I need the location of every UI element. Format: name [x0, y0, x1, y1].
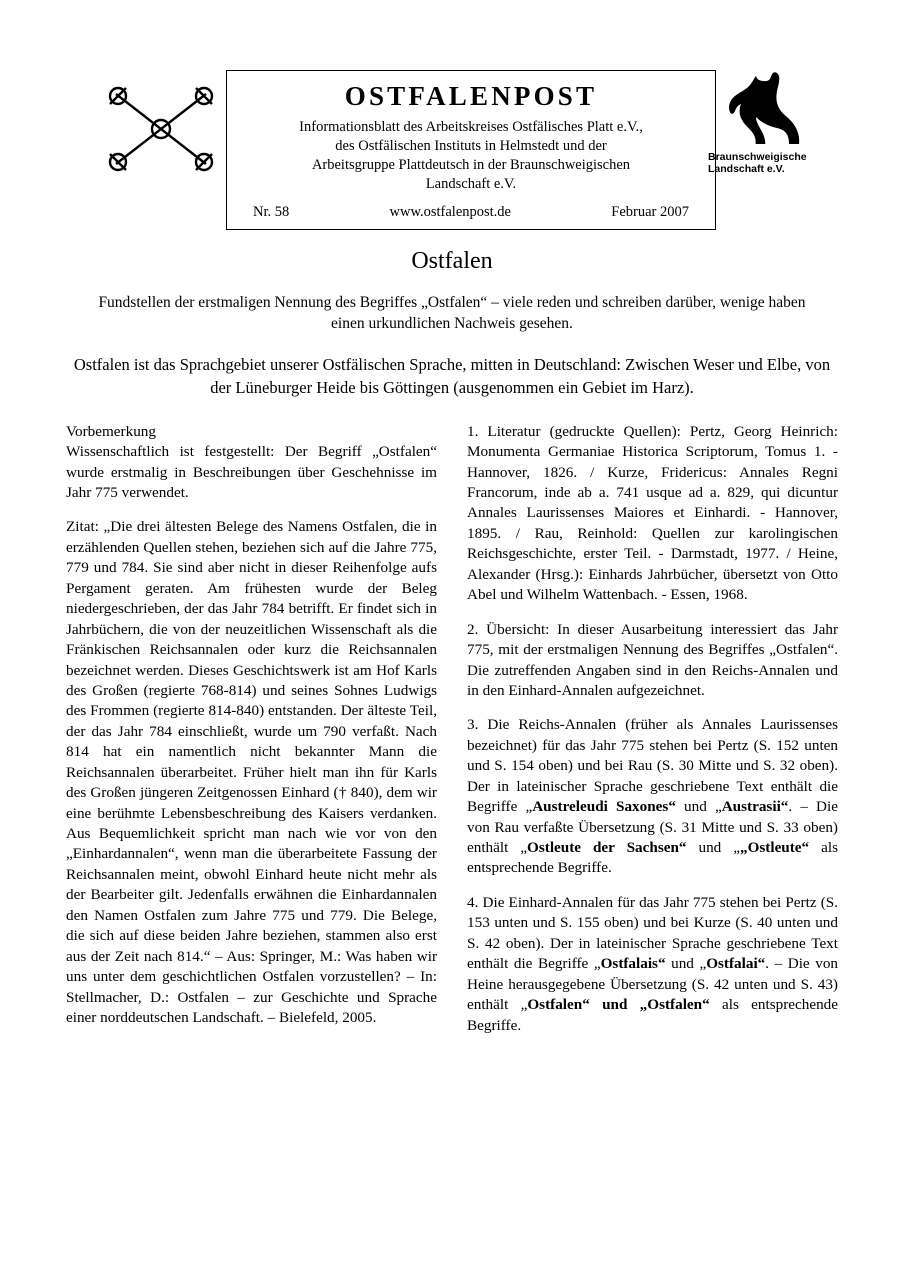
term-austrasii: Austrasii“ — [721, 798, 789, 816]
logo-caption-line-1: Braunschweigische — [708, 151, 807, 163]
paper-title: OSTFALENPOST — [344, 81, 598, 111]
vorbemerkung-text: Wissenschaftlich ist festgestellt: Der Begriff „Ostfalen“ wurde erstmalig in Beschreibungen über Geschehnisse im Jahr 775 verwendet. — [66, 443, 437, 501]
reichs-annalen-paragraph — [467, 715, 838, 879]
literatur-paragraph: 1. Literatur (gedruckte Quellen): Pertz, Georg Heinrich: Monumenta Germaniae Historica Scriptorum, Tomus 1. - Hannover, 1826. / Kurze, Fridericus: Annales Regni Francorum, inde ab a. 741 usque ad a. 829, qui dicuntur Annales Laurissenses Maiores et Einhardi. - Hannover, 1895. / Rau, Reinhold: Quellen zur karolingischen Reichsgeschichte, erster Teil. - Darmstadt, 1977. / Heine, Alexander (Hrsg.): Einhards Jahrbücher, übersetzt von Otto Abel und Wilhelm Wattenbach. - Essen, 1968. — [467, 422, 838, 604]
term-ostleute-der-sachsen: Ostleute der Sachsen“ — [527, 839, 687, 856]
masthead-subtitle-line-2: des Ostfälischen Instituts in Helmstedt und der — [335, 138, 607, 155]
term-austreleudi-saxones: Austreleudi Saxones“ — [532, 798, 676, 816]
zitat-paragraph: Zitat: „Die drei ältesten Belege des Namens Ostfalen, die in erzählenden Quellen stehen, beziehen sich auf die Jahre 775, 779 und 784. Sie sind aber nicht in dieser Reihenfolge aufs Pergament geraten. Am frühesten wurde der Beleg niedergeschrieben, der das Jahr 784 betrifft. Er findet sich in Jahrbüchern, die von der neuzeitlichen Wissenschaft als die Fränkischen Reichsannalen oder kurz die Reichsannalen bezeichnet werden. Dieses Geschichtswerk ist am Hof Karls des Großen (regierte 768-814) und seines Sohnes Ludwigs des Frommen (regierte 814-840) entstanden. Der älteste Teil, der das Jahr 784 einschließt, wurde um 790 verfaßt. Nach 814 hat ein namentlich nicht bekannter Mann die Reichsannalen überarbeitet. Früher hielt man ihn für Karls des Großen jüngeren Zeitgenossen Einhard († 840), dem wir eine berühmte Lebensbeschreibung des Kaisers verdanken. Aus Bequemlichkeit spricht man nach wie vor von den „Einhardannalen“, wenn man die überarbeitete Fassung der Reichsannalen meint, obwohl Einhard heute nicht mehr als der Bearbeiter gilt. Jedenfalls erwähnen die Einhardannalen den Namen Ostfalen zum Jahre 775 und 779. Die Belege, die sich auf diese beiden Jahre beziehen, stammen also erst aus der Zeit nach 814.“ – Aus: Springer, M.: Was haben wir uns unter dem geschichtlichen Ostfalen vorzustellen? – In: Stellmacher, D.: Ostfalen – zur Geschichte und Sprache einer norddeutschen Landschaft. – Bielefeld, 2005. — [66, 518, 437, 1026]
term-ostfalai: Ostfalai“ — [706, 955, 766, 973]
vorbemerkung-heading: Vorbemerkung — [66, 422, 156, 440]
reichs-annalen-text-f: als entsprechende Begriffe. — [467, 839, 838, 877]
masthead-subtitle-line-4: Landschaft e.V. — [425, 176, 517, 193]
einhard-text-d: . – Die von Heine herausgegebene Übersetzung (S. 42 unten und S. 43) enthält „ — [467, 955, 839, 1014]
reichs-annalen-text-d: . – Die von Rau verfaßte Übersetzung (S. 31 Mitte und S. 33 oben) enthält „ — [467, 798, 838, 856]
term-ostfalen: Ostfalen“ und „Ostfalen“ — [527, 996, 710, 1014]
einhard-text-c: und „ — [665, 955, 707, 973]
body-columns — [66, 422, 838, 1050]
issue-date: Februar 2007 — [611, 203, 689, 220]
issue-number: Nr. 58 — [253, 203, 290, 220]
masthead-box — [226, 70, 716, 230]
masthead-subtitle-line-1: Informationsblatt des Arbeitskreises Ostfälisches Platt e.V., — [299, 119, 643, 136]
page-title: Ostfalen — [411, 248, 493, 274]
einhard-text-a: 4. Die Einhard-Annalen für das Jahr 775 stehen bei Pertz (S. 153 unten und S. 155 oben) und bei Kurze (S. 40 unten und S. 42 oben). Der in lateinischer Sprache geschriebene Text enthält die Begriffe „ — [467, 893, 838, 973]
logo-caption-line-2: Landschaft e.V. — [708, 163, 785, 176]
right-column — [467, 422, 838, 1050]
reichs-annalen-text-a: 3. Die Reichs-Annalen (früher als Annales Laurissenses bezeichnet) für das Jahr 775 stehen bei Pertz (S. 152 unten und S. 154 oben) und bei Rau (S. 30 Mitte und S. 32 oben). Der in lateinischer Sprache geschriebene Text enthält die Begriffe „ — [467, 716, 838, 816]
reichs-annalen-text-c: und „ — [675, 798, 722, 816]
horse-icon — [726, 72, 821, 144]
crossed-bones-emblem — [102, 84, 220, 174]
website-url[interactable]: www.ostfalenpost.de — [389, 203, 511, 220]
einhard-annalen-paragraph — [467, 893, 838, 1036]
term-ostfalais: Ostfalais“ — [600, 955, 666, 973]
lead-paragraph: Fundstellen der erstmaligen Nennung des Begriffes „Ostfalen“ – viele reden und schreiben darüber, wenige haben einen urkundlichen Nachweis gesehen. — [98, 294, 806, 332]
left-column — [66, 422, 437, 1043]
einhard-text-e: als entsprechende Begriffe. — [467, 996, 839, 1034]
masthead — [66, 62, 838, 242]
reichs-annalen-text-e: und „ — [686, 839, 740, 856]
braunschweigische-landschaft-horse-logo — [708, 72, 838, 175]
masthead-subtitle-line-3: Arbeitsgruppe Plattdeutsch in der Braunschweigischen — [311, 157, 631, 174]
term-ostleute: „Ostleute“ — [739, 839, 810, 856]
uebersicht-paragraph: 2. Übersicht: In dieser Ausarbeitung interessiert das Jahr 775, mit der erstmaligen Nennung des Begriffes „Ostfalen“. Die zutreffenden Angaben sind in den Reichs-Annalen und in den Einhard-Annalen aufgezeichnet. — [467, 620, 838, 699]
secondary-lead-paragraph: Ostfalen ist das Sprachgebiet unserer Ostfälischen Sprache, mitten in Deutschland: Zwischen Weser und Elbe, von der Lüneburger Heide bis Göttingen (ausgenommen ein Gebiet im Harz). — [73, 354, 831, 398]
